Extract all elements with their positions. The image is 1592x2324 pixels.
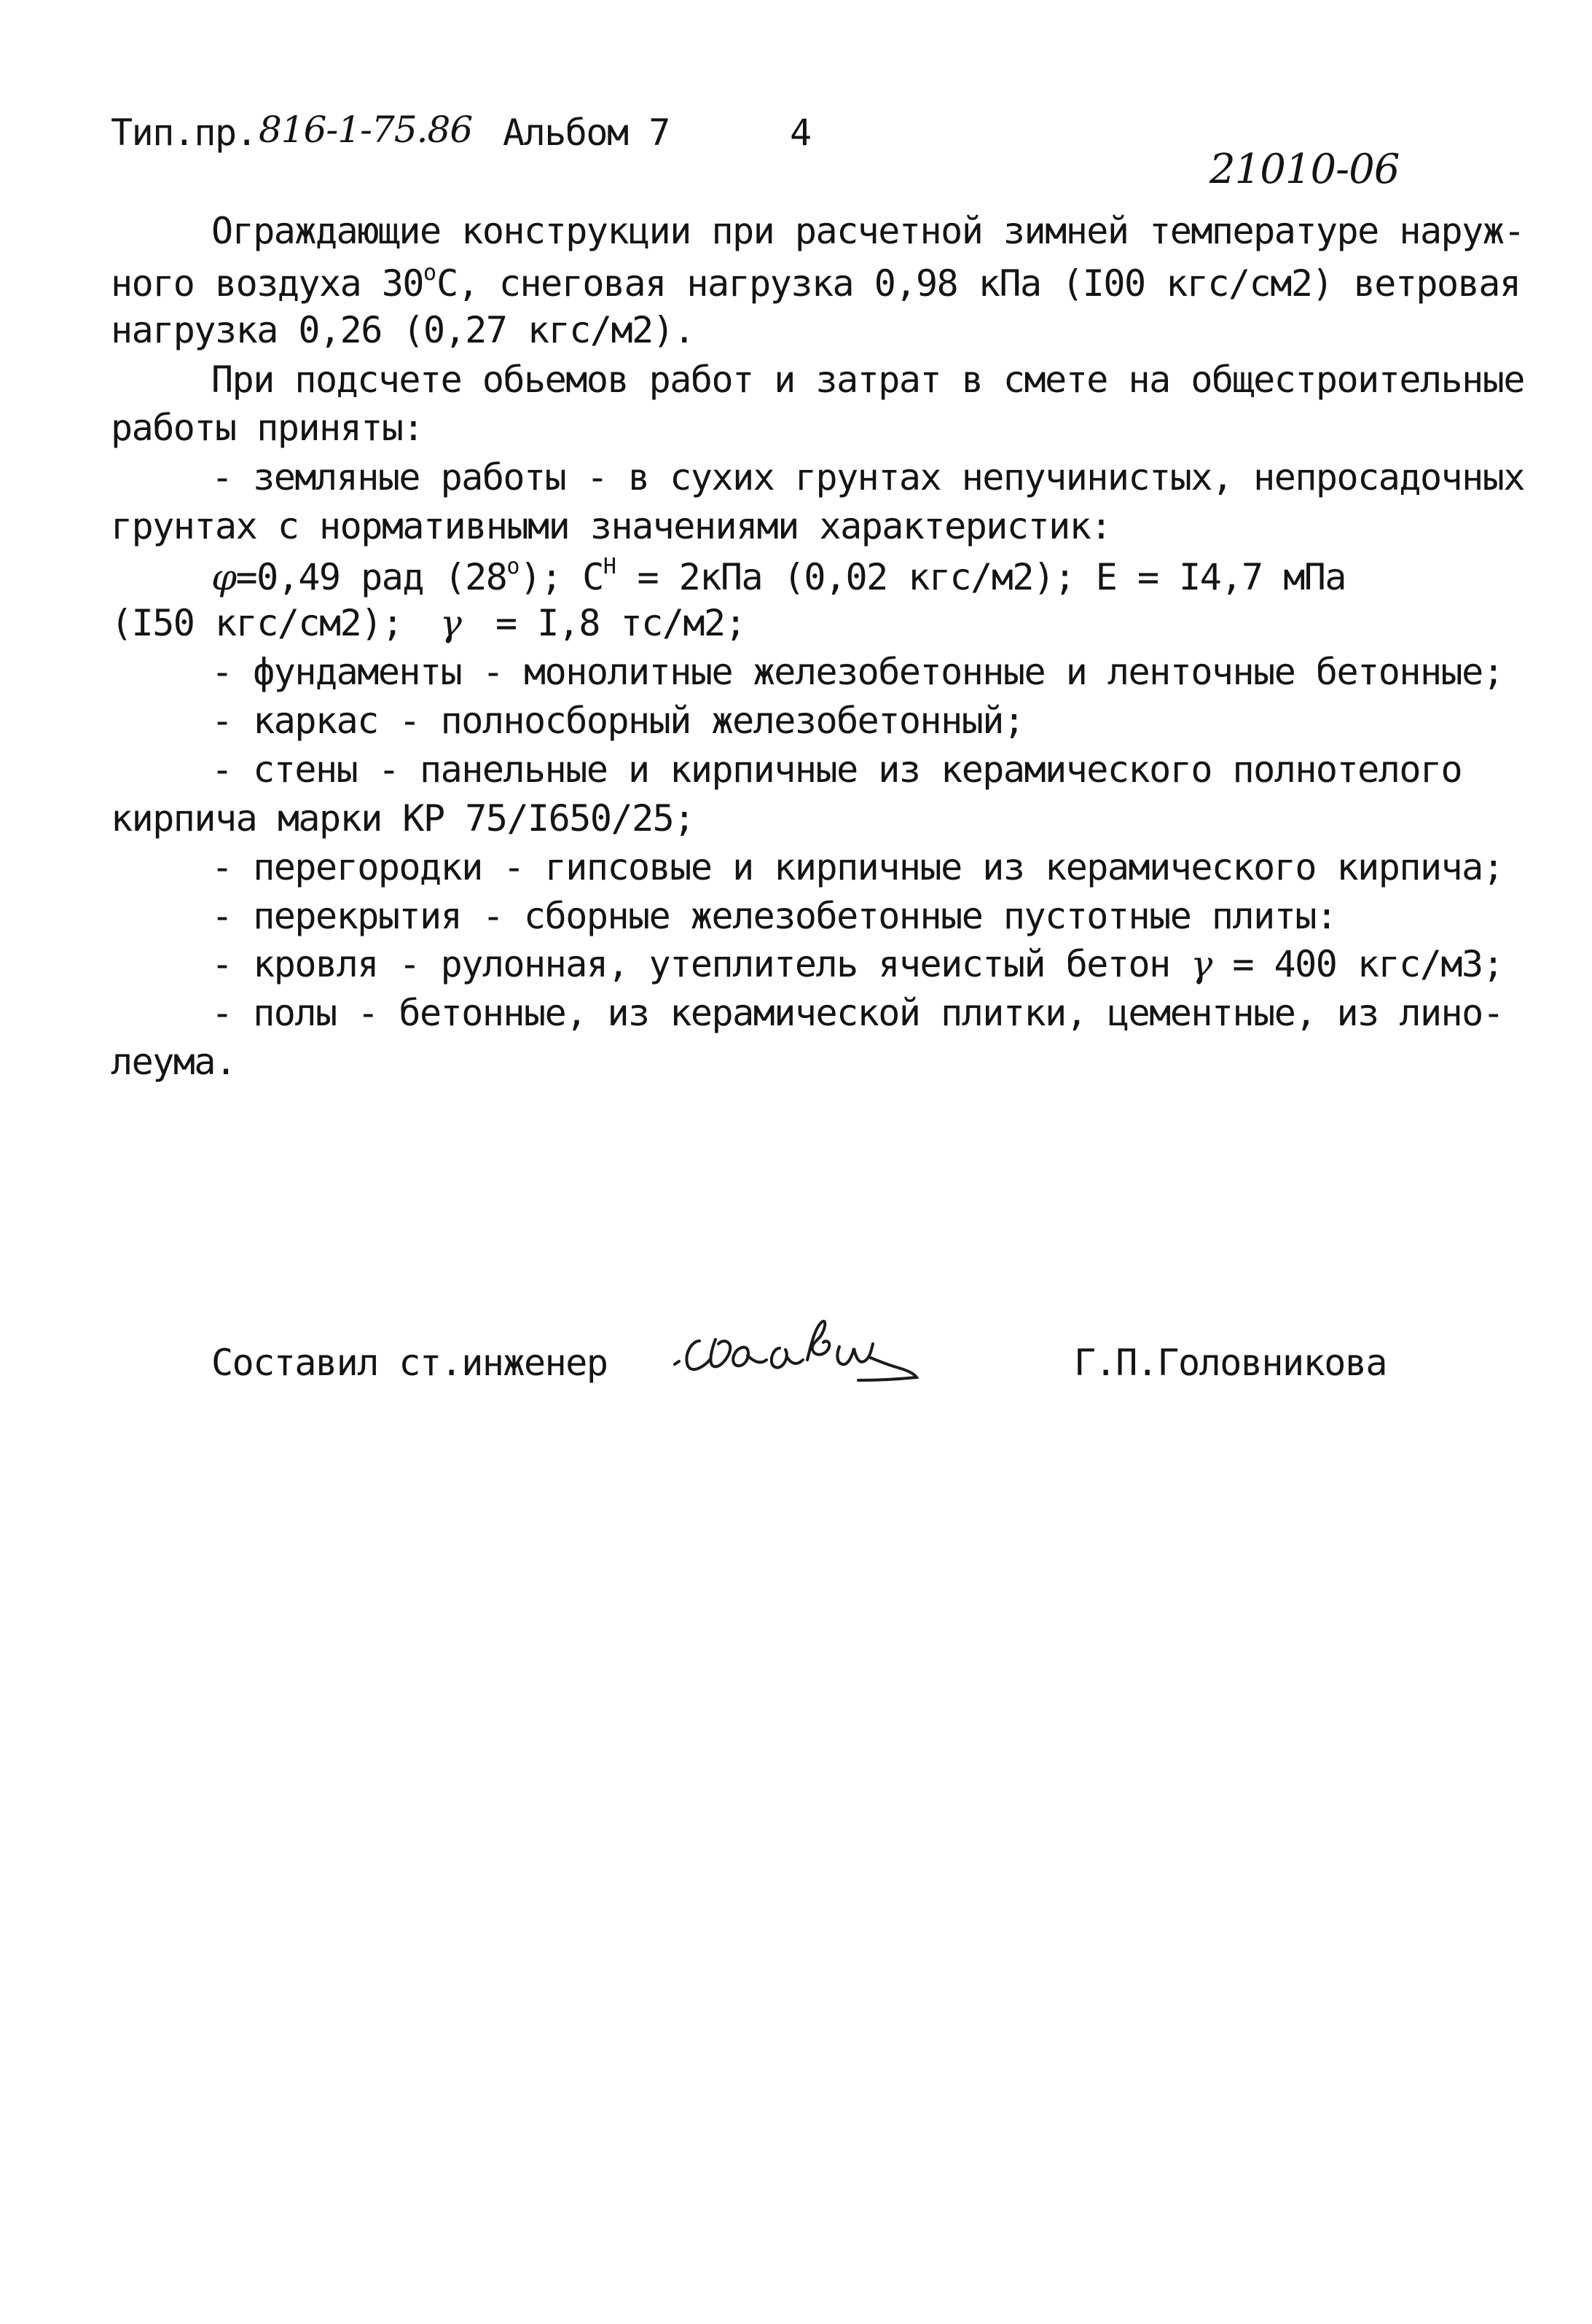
item-floors-slabs: - перекрытия - сборные железобетонные пустотные плиты: bbox=[211, 895, 1337, 937]
degree-sup-2: о bbox=[506, 554, 520, 579]
gamma-symbol: γ bbox=[440, 602, 461, 644]
item-walls-line1: - стены - панельные и кирпичные из керамического полнотелого bbox=[211, 748, 1462, 791]
item-floors-line1: - полы - бетонные, из керамической плитки, цементные, из лино- bbox=[211, 992, 1504, 1034]
para2-line1: При подсчете обьемов работ и затрат в смете на общестроительные bbox=[211, 359, 1524, 401]
phi-symbol: φ bbox=[211, 556, 236, 598]
degree-sup: о bbox=[423, 260, 437, 286]
formula-line1-a: =0,49 рад (28 bbox=[235, 556, 507, 598]
handwritten-signature bbox=[670, 1312, 976, 1392]
header-project-code: 816-1-75.86 bbox=[259, 109, 473, 151]
header-doc-number: 21010-06 bbox=[1209, 146, 1400, 193]
formula-line1 bbox=[211, 554, 1346, 598]
item-frame: - каркас - полносборный железобетонный; bbox=[211, 700, 1024, 742]
formula-line2 bbox=[111, 602, 403, 644]
header-album: Альбом 7 bbox=[503, 111, 670, 154]
para1-line1: Ограждающие конструкции при расчетной зимней температуре наруж- bbox=[211, 210, 1524, 252]
item-partitions: - перегородки - гипсовые и кирпичные из керамического кирпича; bbox=[211, 846, 1504, 888]
signature-label: Составил ст.инженер bbox=[211, 1342, 608, 1384]
earthworks-line2: грунтах с нормативными значениями характеристик: bbox=[111, 505, 1111, 547]
item-walls-line2: кирпича марки КР 75/I650/25; bbox=[111, 797, 694, 840]
c-normative-sup: Н bbox=[603, 554, 616, 579]
para1-line2-a: ного воздуха 30 bbox=[111, 262, 424, 305]
item-floors-line2: леума. bbox=[111, 1041, 236, 1083]
signature-name: Г.П.Головникова bbox=[1074, 1342, 1387, 1384]
formula-line2-gamma bbox=[440, 602, 461, 644]
item-roof bbox=[211, 943, 1504, 985]
formula-line1-c: = 2кПа (0,02 кгс/м2); Е = I4,7 мПа bbox=[616, 556, 1346, 598]
formula-line1-b: ); С bbox=[519, 556, 603, 598]
gamma-symbol-roof: γ bbox=[1191, 943, 1212, 985]
formula-line2-a: (I50 кгс/см2); bbox=[111, 602, 403, 644]
item-foundations: - фундаменты - монолитные железобетонные и ленточные бетонные; bbox=[211, 651, 1504, 693]
item-roof-a: - кровля - рулонная, утеплитель ячеистый бетон bbox=[211, 943, 1170, 985]
formula-line2-b: = I,8 тс/м2; bbox=[495, 602, 746, 644]
item-roof-b: = 400 кгс/м3; bbox=[1232, 943, 1504, 985]
para2-line2: работы приняты: bbox=[111, 407, 424, 449]
para1-line2-b: С, снеговая нагрузка 0,98 кПа (I00 кгс/см2) ветровая bbox=[436, 262, 1521, 305]
header-prefix: Тип.пр. bbox=[111, 111, 257, 154]
para1-line3: нагрузка 0,26 (0,27 кгс/м2). bbox=[111, 309, 694, 351]
header-page-number: 4 bbox=[790, 111, 811, 154]
earthworks-line1: - земляные работы - в сухих грунтах непучинистых, непросадочных bbox=[211, 456, 1524, 498]
para1-line2 bbox=[111, 260, 1521, 305]
